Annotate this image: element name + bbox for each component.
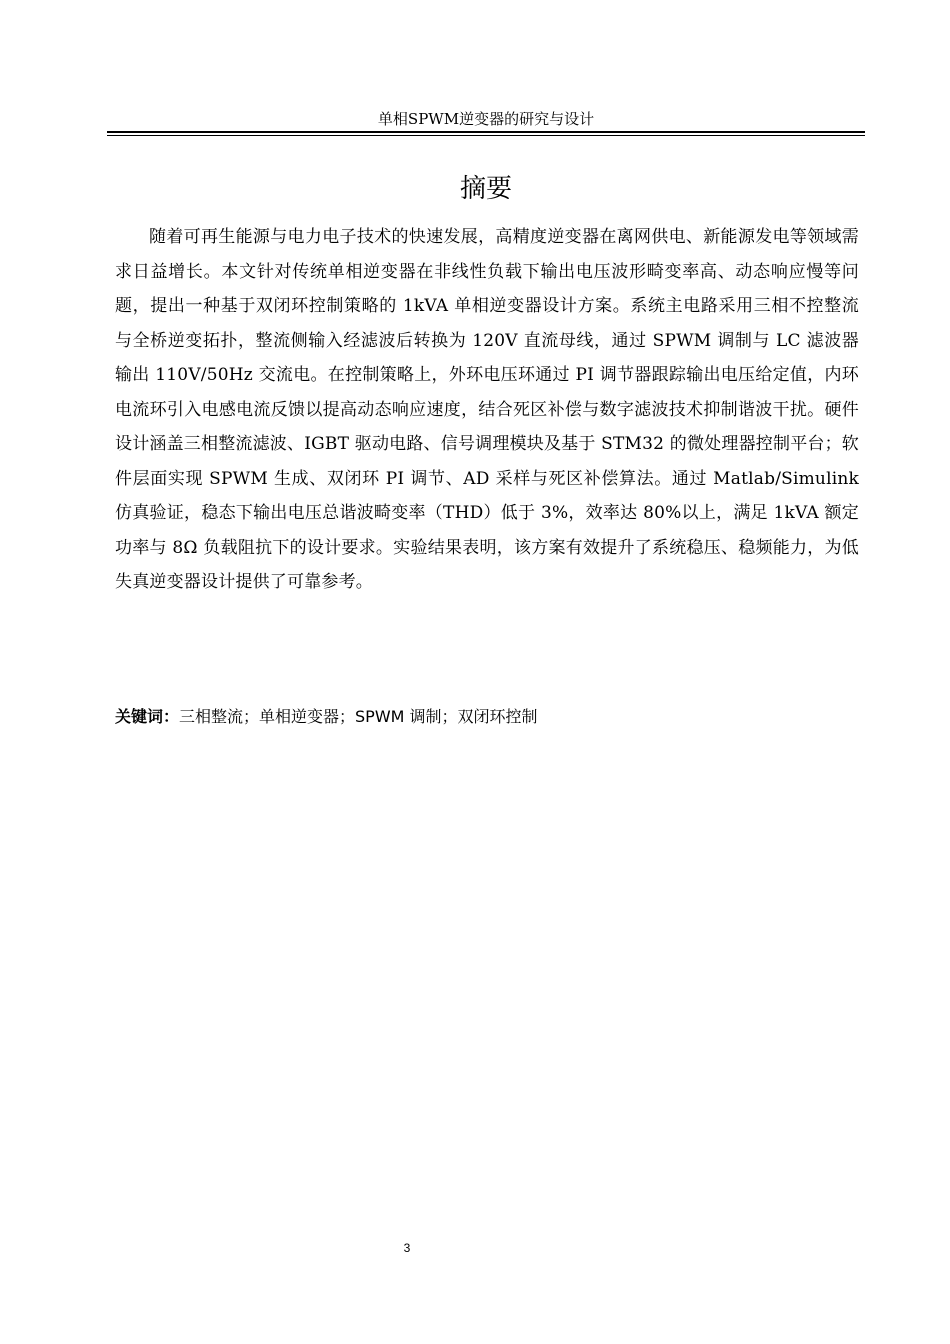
header-rule-thin [107,135,865,136]
keywords-label: 关键词： [115,707,180,726]
running-header: 单相SPWM逆变器的研究与设计 [377,110,595,128]
abstract-body: 随着可再生能源与电力电子技术的快速发展，高精度逆变器在离网供电、新能源发电等领域需求日益增长。本文针对传统单相逆变器在非线性负载下输出电压波形畸变率高、动态响应慢等问题，提出一种基于双闭环控制策略的 1kVA 单相逆变器设计方案。系统主电路采用三相不控整流与全桥逆变拓扑，整流侧输入经滤波后转换为 120V 直流母线，通过 SPWM 调制与 LC 滤波器输出 110V/50Hz 交流电。在控制策略上，外环电压环通过 PI 调节器跟踪输出电压给定值，内环电流环引入电感电流反馈以提高动态响应速度，结合死区补偿与数字滤波技术抑制谐波干扰。硬件设计涵盖三相整流滤波、IGBT 驱动电路、信号调理模块及基于 STM32 的微处理器控制平台；软件层面实现 SPWM 生成、双闭环 PI 调节、AD 采样与死区补偿算法。通过 Matlab/Simulink 仿真验证，稳态下输出电压总谐波畸变率（THD）低于 3%，效率达 80%以上，满足 1kVA 额定功率与 8Ω 负载阻抗下的设计要求。实验结果表明，该方案有效提升了系统稳压、稳频能力，为低失真逆变器设计提供了可靠参考。 [115,227,859,592]
keywords-text: 三相整流；单相逆变器；SPWM 调制；双闭环控制 [179,707,538,726]
header-rule-thick [107,131,865,133]
page-number: 3 [403,1241,411,1255]
keywords-line [115,702,859,732]
abstract-title: 摘要 [459,174,512,204]
